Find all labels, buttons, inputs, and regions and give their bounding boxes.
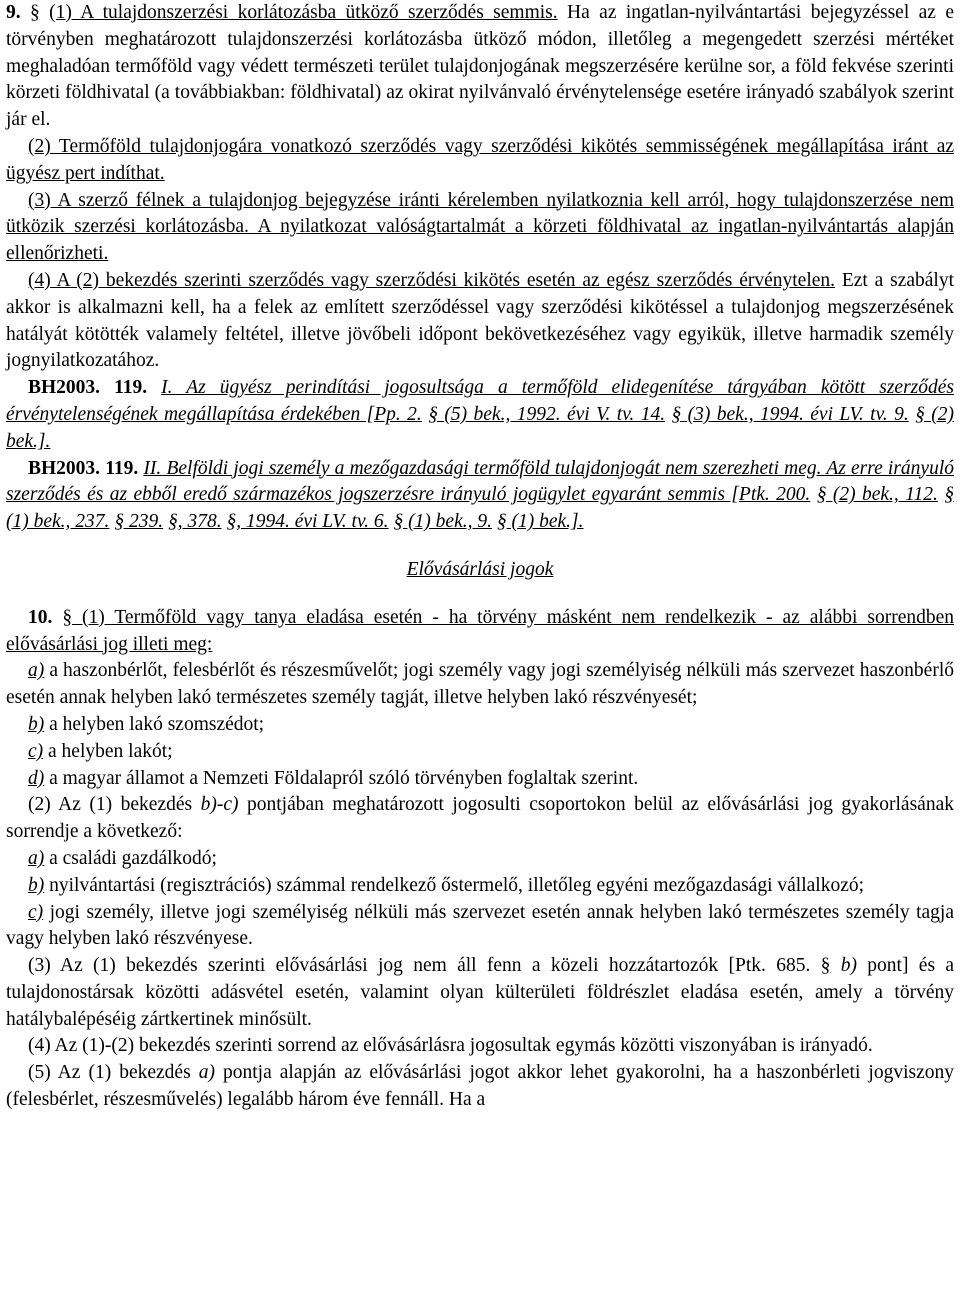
section-10-item-d [6,766,954,793]
section-sign: § [428,403,438,425]
item-label: b) [28,713,45,735]
item-text: nyilvántartási (regisztrációs) számmal rendelkező őstermelő, illetőleg egyéni mezőgazdasági vállalkozó; [44,874,865,896]
section-9-paragraph-4 [6,268,954,375]
section-9-paragraph-3 [6,188,954,268]
decision-text-d: (1) bek., 237. [6,511,110,533]
decision-text-b: (5) bek., 1992. évi V. tv. 14. [437,403,666,425]
item-reference: a) [198,1062,215,1084]
decision-text-c: (2) bek., 112. [826,484,938,506]
section-sign: § [816,484,827,506]
section-9-4-text-a: (4) A (2) bekezdés szerinti szerződés vagy szerződési kikötés esetén az egész szerződés érvénytelen. [28,269,836,291]
court-decision-1 [6,375,954,455]
section-sign: § [915,403,925,425]
section-number: 9. [6,2,21,23]
section-sign: § [30,2,40,23]
paragraph-text-a: (2) Az (1) bekezdés [28,794,201,816]
section-9-3-text-a: (3) A szerző félnek a tulajdonjog bejegyzése iránti kérelemben nyilatkoznia kell arról, hogy tulajdonszerzése nem ütközik szerzési korlátozásba. [6,189,954,238]
section-9-1-text: Ha az ingatlan-nyilvántartási bejegyzéssel az e törvényben meghatározott tulajdonszerzési korlátozásba ütköző módon, illetőleg a megengedett szerzési mértéket meghaladóan termőföld vagy védett természeti terület tulajdonjogának megszerzésére kerülne sor, a föld fekvése szerinti körzeti földhivatal (a továbbiakban: földhivatal) az okirat nyilvánvaló érvénytelensége esetére irányadó szabályok szerint jár el. [6,2,954,131]
section-sign: § [226,511,237,533]
item-text: a helyben lakó szomszédot; [44,713,265,735]
paragraph-text: (4) Az (1)-(2) bekezdés szerinti sorrend az elővásárlásra jogosultak egymás közötti viszonyában is irányadó. [28,1035,873,1057]
decision-text-h: (1) bek., 9. [403,511,492,533]
section-10-item-c [6,739,954,766]
decision-text-f: , 378. [177,511,222,533]
decision-text-d: (2) bek.]. [6,403,955,452]
section-9-4-text-b: Ezt a szabályt akkor is alkalmazni kell, ha a felek az említett szerződéssel vagy szerződési kikötéssel a tulajdonjog megszerzésének hatályát kötötték valamely feltétel, illetve jövőbeli időpont bekövetkezéséhez vagy egyikük, illetve harmadik személy jognyilatkozatához. [6,269,954,372]
item-reference: b) [840,955,857,977]
section-10-item-a [6,658,954,712]
decision-text-a: Az ügyész perindítási jogosultsága a termőföld elidegenítése tárgyában kötött szerződés érvénytelenségének megállapítása érdekében [Pp. 2. [6,377,954,425]
item-reference: b)-c) [200,794,239,816]
section-10-2-item-c [6,900,954,954]
item-text: a magyar államot a Nemzeti Földalapról szóló törvényben foglaltak szerint. [44,767,639,789]
item-label: c) [28,901,44,923]
decision-text-e: 239. [124,511,164,533]
section-9-2-text: (2) Termőföld tulajdonjogára vonatkozó szerződés vagy szerződési kikötés semmisségének megállapítása iránt az ügyész pert indíthat. [6,135,954,184]
paragraph-text-b: pontjában meghatározott jogosulti csoportokon belül az elővásárlási jog gyakorlásának sorrendje a következő: [6,794,954,843]
decision-code: BH2003. 119. [28,457,139,479]
item-label: a) [28,660,45,682]
decision-text-i: (1) bek.]. [506,511,584,533]
section-sign: § [944,484,955,506]
heading-text: Elővásárlási jogok [406,558,554,580]
section-10-paragraph-4 [6,1033,954,1060]
decision-number: II. [143,457,162,479]
section-sign: § [820,955,831,977]
item-text: a haszonbérlőt, felesbérlőt és részesművelőt; jogi személy vagy jogi személyiség nélküli más szervezet haszonbérlő esetén annak helyben lakó természetes személy tagját, illetve helyben lakó részvényesét; [6,660,954,709]
section-sign: § [393,511,404,533]
item-text: a helyben lakót; [43,740,173,762]
item-label: b) [28,874,45,896]
decision-text-a: Belföldi jogi személy a mezőgazdasági termőföld tulajdonjogát nem szerezheti meg. [161,457,822,479]
paragraph-text-a: (3) Az (1) bekezdés szerinti elővásárlási jog nem áll fenn a közeli hozzátartozók [Ptk. 685. [28,955,811,977]
decision-number: I. [161,377,173,399]
section-10-2-item-a [6,846,954,873]
paragraph-text-b: pont] és a tulajdonostársak közötti adásvétel esetén, valamint olyan külterületi földrészlet eladása esetén, amely a törvény hatálybalépéséig zártkertinek minősült. [6,955,955,1030]
section-heading [6,557,954,584]
section-10-item-b [6,712,954,739]
paragraph-text-a: (5) Az (1) bekezdés [28,1062,199,1084]
paragraph-text-b: pontja alapján az elővásárlási jogot akkor lehet gyakorolni, ha a haszonbérleti jogviszony (felesbérlet, részesművelés) legalább három éve fennáll. Ha a [6,1062,954,1111]
item-text: a családi gazdálkodó; [44,847,217,869]
decision-text-g: , 1994. évi LV. tv. 6. [236,511,389,533]
item-label: a) [28,847,45,869]
section-10-paragraph-5 [6,1060,954,1114]
section-9-3-text-b: A nyilatkozat valóságtartalmát a körzeti földhivatal az ingatlan-nyilvántartás alapján ellenőrizheti. [6,216,954,265]
section-10-paragraph-2 [6,792,954,846]
item-text: jogi személy, illetve jogi személyiség nélküli más szervezet esetén annak helyben lakó természetes személy tagja vagy helyben lakó részvényese. [6,901,954,950]
section-9-1-title: (1) A tulajdonszerzési korlátozásba ütköző szerződés semmis. [49,2,558,23]
item-label: d) [28,767,45,789]
section-10-1-text: (1) Termőföld vagy tanya eladása esetén - ha törvény másként nem rendelkezik - az alábbi sorrendben elővásárlási jog illeti meg: [6,606,954,655]
section-10-2-item-b [6,873,954,900]
section-sign: § [167,511,178,533]
section-number: 10. [28,606,53,628]
decision-text-b: Az erre irányuló szerződés és az ebből eredő származékos jogszerzésre irányuló jogügylet egyaránt semmis [Ptk. 200. [6,457,954,506]
court-decision-2 [6,456,954,536]
section-sign: § [496,511,507,533]
decision-code: BH2003. 119. [28,377,148,399]
section-9-paragraph-1 [6,0,954,134]
section-sign: § [62,606,73,628]
section-sign: § [114,511,125,533]
decision-text-c: (3) bek., 1994. évi LV. tv. 9. [681,403,909,425]
section-10-paragraph-1 [6,605,954,659]
section-9-paragraph-2 [6,134,954,188]
item-label: c) [28,740,44,762]
section-10-paragraph-3 [6,953,954,1033]
section-sign: § [671,403,682,425]
